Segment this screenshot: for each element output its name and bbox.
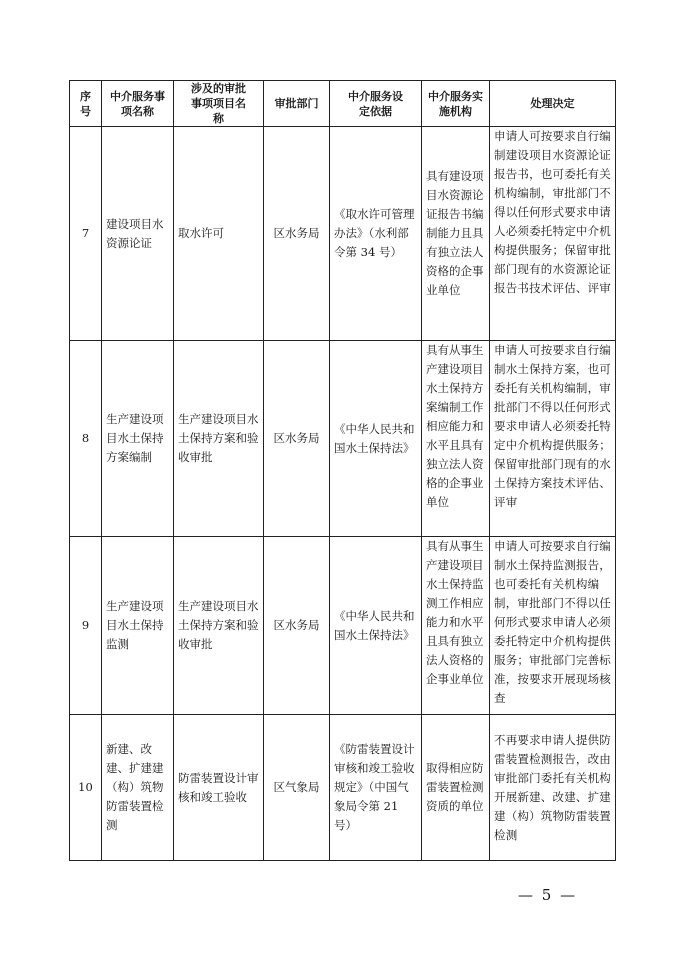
header-service-name: 中介服务事项名称	[102, 81, 174, 127]
cell-idx: 7	[70, 127, 102, 341]
cell-approval-item: 防雷装置设计审核和竣工验收	[174, 715, 264, 861]
header-agency: 中介服务实施机构	[422, 81, 490, 127]
header-idx: 序号	[70, 81, 102, 127]
cell-service-name: 生产建设项目水土保持方案编制	[102, 341, 174, 537]
cell-idx: 8	[70, 341, 102, 537]
cell-decision: 申请人可按要求自行编制建设项目水资源论证报告书，也可委托有关机构编制，审批部门不得以任何形式要求申请人必须委托特定中介机构提供服务；保留审批部门现有的水资源论证报告书技术评估、评审	[490, 127, 616, 341]
cell-agency: 具有从事生产建设项目水土保持监测工作相应能力和水平且具有独立法人资格的企事业单位	[422, 537, 490, 715]
services-table	[69, 80, 616, 861]
cell-agency: 具有建设项目水资源论证报告书编制能力且具有独立法人资格的企事业单位	[422, 127, 490, 341]
cell-approval-item: 生产建设项目水土保持方案和验收审批	[174, 537, 264, 715]
header-decision: 处理决定	[490, 81, 616, 127]
header-approval-item: 涉及的审批事项项目名称	[174, 81, 264, 127]
cell-idx: 9	[70, 537, 102, 715]
table-header-row	[70, 81, 616, 127]
page-number: — 5 —	[518, 886, 578, 904]
table-row	[70, 715, 616, 861]
header-basis: 中介服务设定依据	[330, 81, 422, 127]
table-row	[70, 341, 616, 537]
table-row	[70, 127, 616, 341]
cell-service-name: 新建、改建、扩建建（构）筑物防雷装置检测	[102, 715, 174, 861]
cell-decision: 申请人可按要求自行编制水土保持监测报告，也可委托有关机构编制，审批部门不得以任何形式要求申请人必须委托特定中介机构提供服务；审批部门完善标准，按要求开展现场核查	[490, 537, 616, 715]
cell-basis: 《防雷装置设计审核和竣工验收规定》（中国气象局令第 21 号）	[330, 715, 422, 861]
cell-approval-item: 生产建设项目水土保持方案和验收审批	[174, 341, 264, 537]
cell-basis: 《中华人民共和国水土保持法》	[330, 341, 422, 537]
cell-dept: 区水务局	[264, 127, 330, 341]
cell-dept: 区气象局	[264, 715, 330, 861]
header-dept: 审批部门	[264, 81, 330, 127]
cell-service-name: 建设项目水资源论证	[102, 127, 174, 341]
table-row	[70, 537, 616, 715]
cell-service-name: 生产建设项目水土保持监测	[102, 537, 174, 715]
cell-dept: 区水务局	[264, 341, 330, 537]
cell-dept: 区水务局	[264, 537, 330, 715]
cell-agency: 具有从事生产建设项目水土保持方案编制工作相应能力和水平且具有独立法人资格的企事业单位	[422, 341, 490, 537]
cell-idx: 10	[70, 715, 102, 861]
cell-decision: 申请人可按要求自行编制水土保持方案，也可委托有关机构编制，审批部门不得以任何形式要求申请人必须委托特定中介机构提供服务；保留审批部门现有的水土保持方案技术评估、评审	[490, 341, 616, 537]
cell-agency: 取得相应防雷装置检测资质的单位	[422, 715, 490, 861]
cell-basis: 《取水许可管理办法》（水利部令第 34 号）	[330, 127, 422, 341]
cell-decision: 不再要求申请人提供防雷装置检测报告，改由审批部门委托有关机构开展新建、改建、扩建建（构）筑物防雷装置检测	[490, 715, 616, 861]
cell-basis: 《中华人民共和国水土保持法》	[330, 537, 422, 715]
cell-approval-item: 取水许可	[174, 127, 264, 341]
